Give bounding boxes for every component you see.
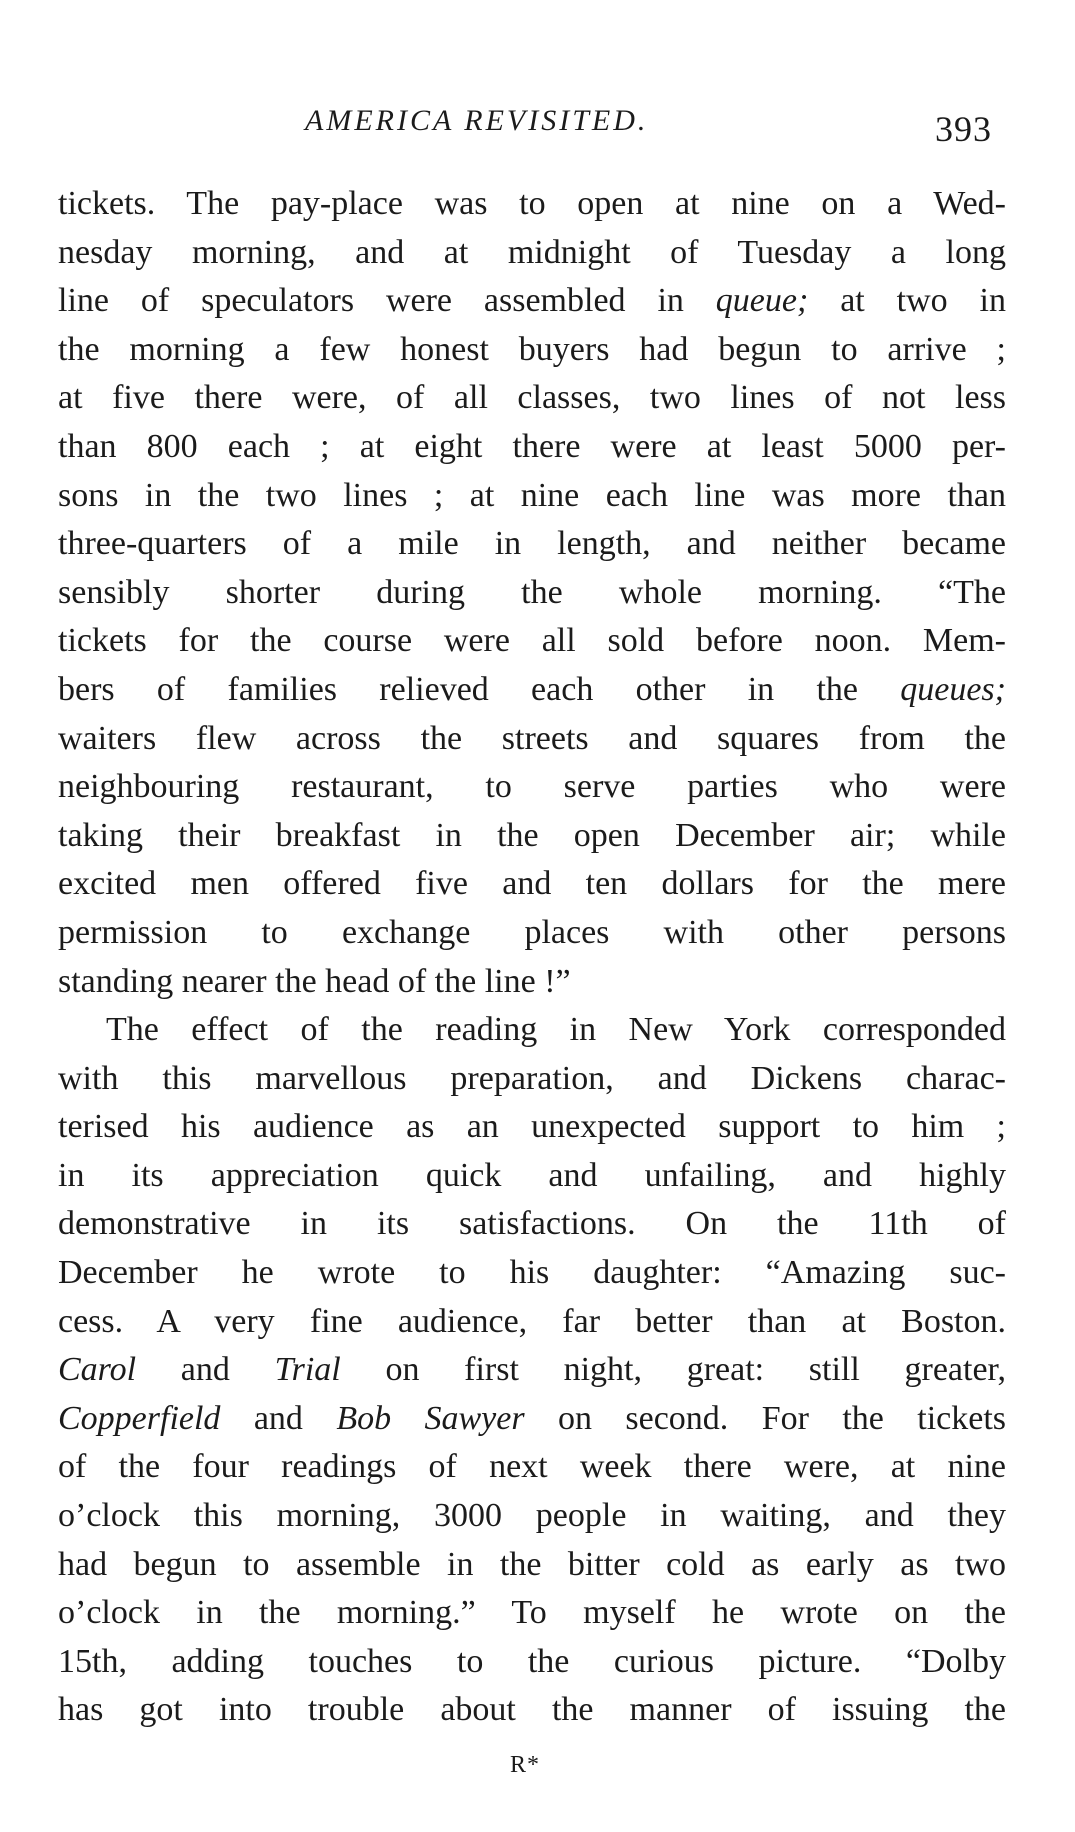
text-line	[58, 1638, 1006, 1687]
text-segment: neighbouring restaurant, to serve parties who were	[58, 768, 1006, 806]
text-line	[58, 763, 1006, 812]
text-line	[58, 472, 1006, 521]
text-segment: demonstrative in its satisfactions. On the 11th of	[58, 1205, 1006, 1243]
text-segment: with this marvellous preparation, and Dickens charac-	[58, 1059, 1006, 1097]
text-line	[58, 1686, 1006, 1735]
text-line	[58, 569, 1006, 618]
text-line	[58, 860, 1006, 909]
text-line	[58, 1492, 1006, 1541]
text-line	[58, 1589, 1006, 1638]
text-segment: of the four readings of next week there were, at nine	[58, 1448, 1006, 1486]
text-line	[58, 1249, 1006, 1298]
text-segment: tickets. The pay-place was to open at nine on a Wed-	[58, 185, 1006, 222]
text-line	[58, 1006, 1006, 1055]
italic-text: Carol	[58, 1351, 137, 1389]
text-line	[58, 617, 1006, 666]
signature-mark: R*	[510, 1752, 541, 1778]
text-line	[58, 715, 1006, 764]
text-segment: and	[136, 1351, 275, 1389]
text-segment: the morning a few honest buyers had begun to arrive ;	[58, 330, 1006, 368]
body-text	[58, 180, 1006, 1735]
text-segment: than 800 each ; at eight there were at least 5000 per-	[58, 427, 1006, 465]
text-segment: waiters flew across the streets and squares from the	[58, 719, 1006, 757]
text-line	[58, 1541, 1006, 1590]
text-segment: three-quarters of a mile in length, and neither became	[58, 525, 1006, 563]
text-segment: 15th, adding touches to the curious picture. “Dolby	[58, 1642, 1006, 1680]
text-segment: excited men offered five and ten dollars for the mere	[58, 865, 1006, 903]
italic-text: queue;	[715, 282, 809, 320]
text-segment: nesday morning, and at midnight of Tuesday a long	[58, 233, 1006, 271]
text-segment: at five there were, of all classes, two lines of not less	[58, 379, 1006, 417]
text-segment: at two in	[808, 282, 1006, 320]
text-line	[58, 666, 1006, 715]
text-line	[58, 1152, 1006, 1201]
text-segment: December he wrote to his daughter: “Amazing suc-	[58, 1254, 1006, 1292]
text-segment: has got into trouble about the manner of issuing the	[58, 1691, 1006, 1729]
text-segment: and	[220, 1399, 337, 1437]
text-line	[58, 1103, 1006, 1152]
text-segment: on second. For the tickets	[524, 1399, 1007, 1437]
text-segment: permission to exchange places with other persons	[58, 913, 1006, 951]
text-line	[58, 520, 1006, 569]
text-line	[58, 1395, 1006, 1444]
page-number: 393	[935, 109, 992, 149]
italic-text: queues;	[900, 670, 1006, 708]
text-segment: sensibly shorter during the whole morning. “The	[58, 573, 1006, 611]
text-segment: tickets for the course were all sold before noon. Mem-	[58, 622, 1006, 660]
text-segment: standing nearer the head of the line !”	[58, 962, 571, 1000]
text-line	[58, 180, 1006, 229]
running-title: AMERICA REVISITED.	[305, 104, 649, 137]
text-line	[58, 909, 1006, 958]
text-line	[58, 326, 1006, 375]
italic-text: Trial	[274, 1351, 341, 1389]
text-segment: in its appreciation quick and unfailing, and highly	[58, 1156, 1006, 1194]
text-line	[58, 958, 1006, 1007]
text-line	[58, 277, 1006, 326]
text-segment: o’clock in the morning.” To myself he wrote on the	[58, 1594, 1006, 1632]
text-segment: bers of families relieved each other in the	[58, 670, 901, 708]
text-line	[58, 374, 1006, 423]
text-segment: on first night, great: still greater,	[340, 1351, 1006, 1389]
text-line	[58, 812, 1006, 861]
text-segment: o’clock this morning, 3000 people in waiting, and they	[58, 1497, 1006, 1535]
text-line	[58, 1298, 1006, 1347]
running-head	[0, 98, 1075, 148]
text-line	[58, 423, 1006, 472]
italic-text: Bob Sawyer	[336, 1399, 525, 1437]
italic-text: Copperfield	[58, 1399, 221, 1437]
text-line	[58, 1200, 1006, 1249]
text-segment: taking their breakfast in the open December air; while	[58, 816, 1006, 854]
text-segment: terised his audience as an unexpected support to him ;	[58, 1108, 1006, 1146]
text-segment: The effect of the reading in New York corresponded	[106, 1011, 1006, 1049]
text-segment: cess. A very fine audience, far better than at Boston.	[58, 1302, 1006, 1340]
text-segment: sons in the two lines ; at nine each line was more than	[58, 476, 1006, 514]
text-line	[58, 1346, 1006, 1395]
text-line	[58, 1055, 1006, 1104]
text-line	[58, 1443, 1006, 1492]
text-segment: line of speculators were assembled in	[58, 282, 716, 320]
text-segment: had begun to assemble in the bitter cold as early as two	[58, 1545, 1006, 1583]
text-line	[58, 229, 1006, 278]
